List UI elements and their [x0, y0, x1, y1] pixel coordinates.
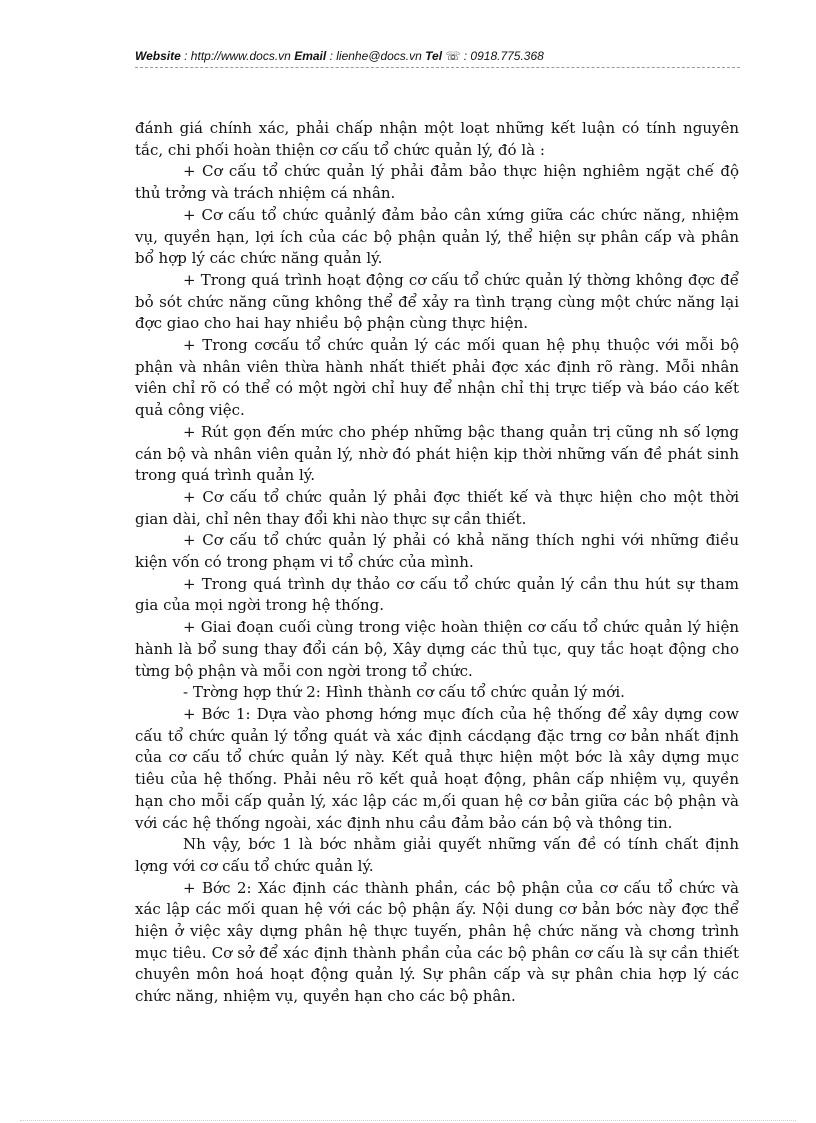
email-label: Email: [294, 49, 327, 63]
paragraph: + Rút gọn đến mức cho phép những bậc thang quản trị cũng nh số lợng cán bộ và nhân viên quản lý, nhờ đó phát hiện kịp thời những vấn đề phát sinh trong quá trình quản lý.: [135, 422, 739, 485]
paragraph: + Bớc 1: Dựa vào phơng hớng mục đích của hệ thống để xây dựng cow cấu tổ chức quản lý tổng quát và xác định cácdạng đặc trng cơ bản nhất định của cơ cấu tổ chức quản lý này. Kết quả thực hiện một bớc là xây dựng mục tiêu của hệ thống. Phải nêu rõ kết quả hoạt động, phân cấp nhiệm vụ, quyền hạn cho mỗi cấp quản lý, xác lập các m,ối quan hệ cơ bản giữa các bộ phận và với các hệ thống ngoài, xác định nhu cầu đảm bảo cán bộ và thông tin.: [135, 704, 739, 832]
paragraph: + Trong quá trình dự thảo cơ cấu tổ chức quản lý cần thu hút sự tham gia của mọi ngời trong hệ thống.: [135, 574, 739, 615]
paragraph: đánh giá chính xác, phải chấp nhận một loạt những kết luận có tính nguyên tắc, chi phối hoàn thiện cơ cấu tổ chức quản lý, đó là :: [135, 119, 739, 159]
paragraph: + Cơ cấu tổ chức quản lý phải đảm bảo thực hiện nghiêm ngặt chế độ thủ trởng và trách nhiệm cá nhân.: [135, 162, 739, 203]
paragraph: + Bớc 2: Xác định các thành phần, các bộ phận của cơ cấu tổ chức và xác lập các mối quan hệ với các bộ phận ấy. Nội dung cơ bản bớc này đợc thể hiện ở việc xây dựng phân hệ thực tuyến, phân hệ chức năng và chơng trình mục tiêu. Cơ sở để xác định thành phần của các bộ phân cơ cấu là sự cần thiết chuyên môn hoá hoạt động quản lý. Sự phân cấp và sự phân chia hợp lý các chức năng, nhiệm vụ, quyền hạn cho các bộ phân.: [135, 878, 739, 1006]
email-address[interactable]: : lienhe@docs.vn: [329, 49, 422, 63]
paragraph: + Cơ cấu tổ chức quản lý phải có khả năng thích nghi với những điều kiện vốn có trong phạm vi tổ chức của mình.: [135, 531, 739, 572]
tel-label: Tel: [425, 49, 443, 63]
footer-divider: [20, 1120, 796, 1121]
paragraph: + Cơ cấu tổ chức quảnlý đảm bảo cân xứng giữa các chức năng, nhiệm vụ, quyền hạn, lợi ích của các bộ phận quản lý, thể hiện sự phân cấp và phân bổ hợp lý các chức năng quản lý.: [135, 205, 739, 268]
paragraph: + Trong quá trình hoạt động cơ cấu tổ chức quản lý thờng không đợc để bỏ sót chức năng cũng không thể để xảy ra tình trạng cùng một chức năng lại đợc giao cho hai hay nhiều bộ phận cùng thực hiện.: [135, 270, 739, 333]
paragraph: + Trong cơcấu tổ chức quản lý các mối quan hệ phụ thuộc với mỗi bộ phận và nhân viên thừa hành nhất thiết phải đợc xác định rõ ràng. Mỗi nhân viên chỉ rõ có thể có một ngời chỉ huy để nhận chỉ thị trực tiếp và báo cáo kết quả công việc.: [135, 336, 739, 420]
page-header: [135, 49, 740, 63]
phone-icon: ☏: [445, 49, 461, 63]
paragraph: Nh vậy, bớc 1 là bớc nhằm giải quyết những vấn đề có tính chất định lợng với cơ cấu tổ chức quản lý.: [135, 835, 739, 875]
website-label: Website: [135, 49, 181, 63]
document-body: [135, 118, 739, 1008]
header-divider: [135, 67, 740, 68]
paragraph: + Cơ cấu tổ chức quản lý phải đợc thiết kế và thực hiện cho một thời gian dài, chỉ nên thay đổi khi nào thực sự cần thiết.: [135, 487, 739, 528]
paragraph: + Giai đoạn cuối cùng trong việc hoàn thiện cơ cấu tổ chức quản lý hiện hành là bổ sung thay đổi cán bộ, Xây dựng các thủ tục, quy tắc hoạt động cho từng bộ phận và mỗi con ngời trong tổ chức.: [135, 618, 739, 680]
paragraph: - Trờng hợp thứ 2: Hình thành cơ cấu tổ chức quản lý mới.: [183, 683, 625, 702]
tel-number: : 0918.775.368: [463, 49, 544, 63]
website-url[interactable]: : http://www.docs.vn: [184, 49, 291, 63]
